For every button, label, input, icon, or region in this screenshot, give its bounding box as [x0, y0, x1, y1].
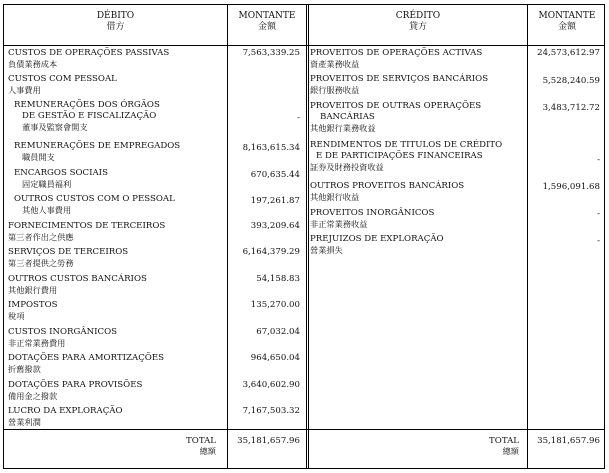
debit-row-amount: 964,650.04	[250, 353, 300, 363]
debit-row-amount: 67,032.04	[256, 327, 300, 337]
row-text-zh: 第三者作出之供應	[8, 232, 74, 242]
debit-row-label	[14, 194, 175, 216]
row-text-zh: 銀行服務收益	[310, 85, 360, 95]
row-text-pt-cont: BANCÁRIAS	[320, 112, 375, 122]
credit-row-label	[310, 181, 464, 203]
header-divider	[4, 45, 604, 46]
credit-row-amount: 5,528,240.59	[542, 76, 600, 86]
row-text-zh: 備用金之撥款	[8, 391, 58, 401]
credit-row-amount: 1,596,091.68	[542, 182, 600, 192]
total-label-zh: 總額	[502, 446, 519, 456]
row-text-pt: PROVEITOS DE OUTRAS OPERAÇÕES	[310, 101, 482, 111]
debit-header-zh: 借方	[106, 22, 125, 32]
row-text-zh: 營業利潤	[8, 417, 41, 427]
debit-row-label	[8, 74, 117, 96]
debit-row-label	[14, 168, 108, 190]
row-text-zh: 第三者提供之勞務	[8, 258, 74, 268]
debit-amount-header-zh: 金額	[257, 22, 276, 32]
row-text-zh: 非正常業務費用	[8, 338, 66, 348]
credit-row-amount: 3,483,712.72	[542, 103, 600, 113]
row-text-pt: DOTAÇÕES PARA AMORTIZAÇÕES	[8, 353, 164, 363]
credit-amount-header	[528, 11, 606, 33]
credit-row-amount: 24,573,612.97	[537, 48, 600, 58]
debit-row-label	[8, 247, 128, 269]
credit-row-label	[310, 234, 444, 256]
column-divider	[527, 5, 528, 468]
debit-row-amount: 7,563,339.25	[242, 48, 300, 58]
row-text-zh: 董事及監察會開支	[22, 122, 88, 132]
column-divider-double	[308, 5, 309, 468]
row-text-zh: 非正常業務收益	[310, 219, 368, 229]
total-label-zh: 總額	[199, 446, 216, 456]
row-text-pt: CUSTOS DE OPERAÇÕES PASSIVAS	[8, 48, 170, 58]
debit-row-label	[14, 100, 160, 133]
row-text-pt: OUTROS CUSTOS COM O PESSOAL	[14, 194, 175, 204]
debit-row-amount: -	[297, 113, 300, 123]
row-text-pt: RENDIMENTOS DE TITULOS DE CRÉDITO	[310, 140, 503, 150]
credit-row-amount: -	[597, 155, 600, 165]
debit-row-label	[8, 327, 117, 349]
row-text-pt-cont: DE GESTÃO E FISCALIZAÇÃO	[22, 111, 157, 121]
debit-row-label	[8, 274, 147, 296]
credit-row-label	[310, 48, 482, 70]
row-text-pt: DOTAÇÕES PARA PROVISÕES	[8, 380, 143, 390]
income-statement-table	[3, 4, 605, 469]
debit-total-amount: 35,181,657.96	[237, 436, 300, 446]
row-text-pt: PROVEITOS INORGÂNICOS	[310, 208, 435, 218]
credit-amount-header-zh: 金額	[557, 22, 576, 32]
row-text-zh: 職員開支	[22, 152, 55, 162]
row-text-zh: 其他銀行收益	[310, 192, 360, 202]
debit-amount-header	[228, 11, 306, 33]
debit-row-label	[8, 48, 169, 70]
row-text-zh: 人事費用	[8, 85, 41, 95]
row-text-zh: 營業損失	[310, 245, 343, 255]
debit-row-label	[8, 300, 58, 322]
row-text-zh: 固定職員福利	[22, 179, 72, 189]
debit-row-label	[8, 380, 142, 402]
credit-row-label	[310, 101, 481, 134]
debit-row-amount: 54,158.83	[256, 274, 300, 284]
debit-header-pt: DÉBITO	[96, 11, 135, 21]
debit-row-amount: 670,635.44	[250, 170, 300, 180]
column-divider	[227, 5, 228, 468]
debit-row-amount: 3,640,602.90	[242, 380, 300, 390]
row-text-zh: 其他銀行費用	[8, 285, 58, 295]
credit-row-amount: -	[597, 209, 600, 219]
debit-amount-header-pt: MONTANTE	[238, 11, 296, 21]
debit-row-label	[14, 141, 180, 163]
row-text-pt: PROVEITOS DE SERVIÇOS BANCÁRIOS	[310, 74, 489, 84]
row-text-zh: 其他人事費用	[22, 205, 72, 215]
row-text-pt: CUSTOS INORGÂNICOS	[8, 327, 118, 337]
debit-row-amount: 7,167,503.32	[242, 406, 300, 416]
credit-total-label	[404, 436, 519, 456]
debit-row-amount: 6,164,379.29	[242, 247, 300, 257]
credit-row-label	[310, 140, 502, 173]
credit-row-label	[310, 74, 488, 96]
row-text-pt: REMUNERAÇÕES DE EMPREGADOS	[14, 141, 181, 151]
credit-header-zh: 貸方	[408, 22, 427, 32]
row-text-zh: 負債業務成本	[8, 59, 58, 69]
row-text-pt: REMUNERAÇÕES DOS ÓRGÃOS	[14, 100, 160, 110]
total-label-pt: TOTAL	[186, 436, 216, 446]
debit-row-label	[8, 353, 164, 375]
total-label-pt: TOTAL	[489, 436, 519, 446]
row-text-pt: SERVIÇOS DE TERCEIROS	[8, 247, 129, 257]
credit-header-pt: CRÉDITO	[395, 11, 441, 21]
credit-total-amount: 35,181,657.96	[537, 436, 600, 446]
row-text-zh: 折舊撥款	[8, 364, 41, 374]
column-divider	[306, 5, 307, 468]
debit-total-label	[104, 436, 216, 456]
row-text-pt: FORNECIMENTOS DE TERCEIROS	[8, 221, 166, 231]
debit-header	[4, 11, 227, 33]
credit-row-label	[310, 208, 434, 230]
credit-row-amount: -	[597, 236, 600, 246]
debit-row-label	[8, 221, 165, 243]
row-text-pt: PREJUIZOS DE EXPLORAÇÃO	[310, 234, 444, 244]
row-text-zh: 其他銀行業務收益	[310, 123, 376, 133]
row-text-pt: IMPOSTOS	[8, 300, 58, 310]
debit-row-amount: 135,270.00	[250, 300, 300, 310]
debit-row-amount: 197,261.87	[250, 196, 300, 206]
row-text-pt: ENCARGOS SOCIAIS	[14, 168, 108, 178]
credit-header	[309, 11, 527, 33]
row-text-pt: CUSTOS COM PESSOAL	[8, 74, 117, 84]
debit-row-label	[8, 406, 123, 428]
row-text-zh: 資產業務收益	[310, 59, 360, 69]
row-text-zh: 証券及財務投資收益	[310, 162, 384, 172]
debit-row-amount: 8,163,615.34	[242, 143, 300, 153]
row-text-pt: OUTROS CUSTOS BANCÁRIOS	[8, 274, 147, 284]
row-text-zh: 稅項	[8, 311, 25, 321]
debit-row-amount: 393,209.64	[250, 221, 300, 231]
row-text-pt: OUTROS PROVEITOS BANCÁRIOS	[310, 181, 465, 191]
total-divider	[4, 429, 604, 430]
row-text-pt: LUCRO DA EXPLORAÇÃO	[8, 406, 123, 416]
credit-amount-header-pt: MONTANTE	[538, 11, 596, 21]
row-text-pt-cont: E DE PARTICIPAÇÕES FINANCEIRAS	[316, 151, 483, 161]
row-text-pt: PROVEITOS DE OPERAÇÕES ACTIVAS	[310, 48, 483, 58]
